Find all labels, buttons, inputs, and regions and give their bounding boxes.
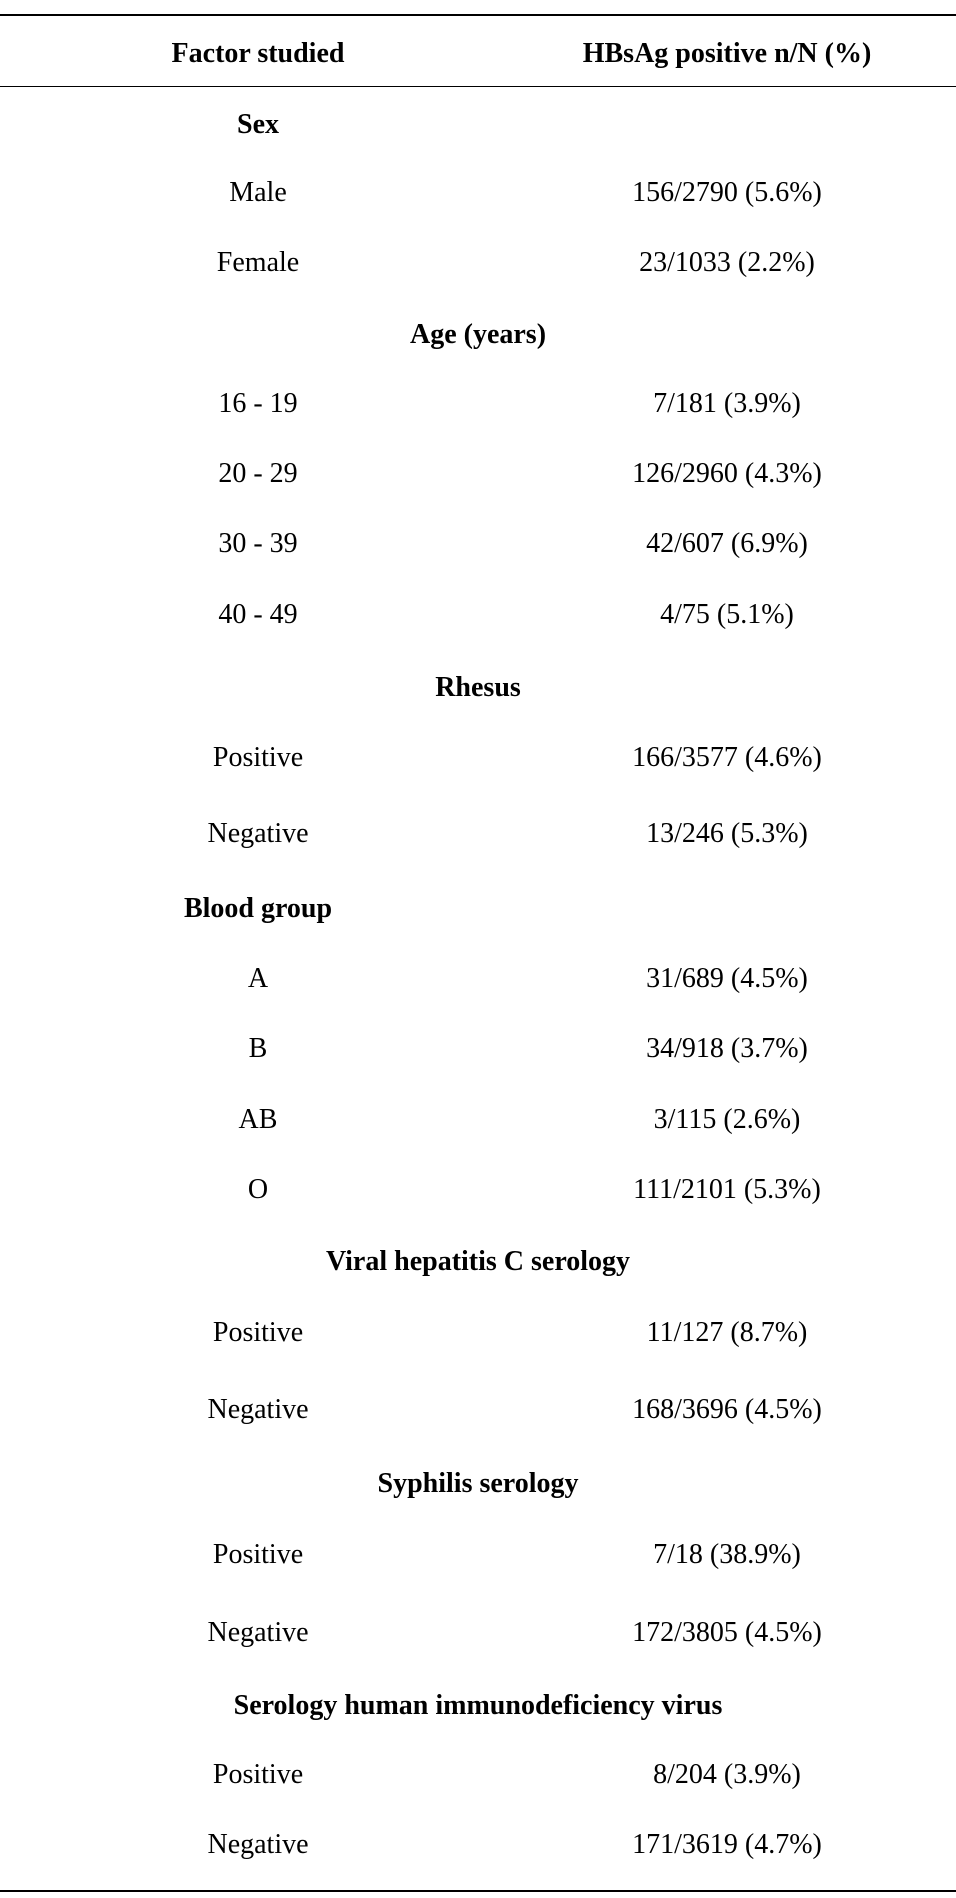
- row-value-blood-a: 31/689 (4.5%): [646, 963, 808, 994]
- group-syphilis-serology: Syphilis serology: [377, 1468, 579, 1499]
- group-age: Age (years): [409, 319, 547, 350]
- group-sex: Sex: [237, 109, 279, 140]
- row-label-syphilis-negative: Negative: [207, 1617, 309, 1648]
- row-value-syphilis-positive: 7/18 (38.9%): [653, 1539, 801, 1570]
- row-label-hcv-positive: Positive: [212, 1317, 304, 1348]
- row-value-hcv-positive: 11/127 (8.7%): [646, 1317, 808, 1348]
- row-value-hcv-negative: 168/3696 (4.5%): [632, 1394, 822, 1425]
- row-label-blood-a: A: [247, 963, 269, 994]
- row-value-hiv-negative: 171/3619 (4.7%): [632, 1829, 822, 1860]
- table-header-rule: [0, 86, 956, 87]
- row-value-age-40-49: 4/75 (5.1%): [660, 599, 794, 630]
- row-label-hiv-negative: Negative: [207, 1829, 309, 1860]
- row-value-sex-female: 23/1033 (2.2%): [639, 247, 815, 278]
- row-value-age-30-39: 42/607 (6.9%): [646, 528, 808, 559]
- row-label-blood-b: B: [248, 1033, 268, 1064]
- group-blood-group: Blood group: [183, 893, 333, 924]
- row-label-age-30-39: 30 - 39: [218, 528, 298, 559]
- header-hbsag-positive: HBsAg positive n/N (%): [582, 38, 872, 69]
- group-hiv-serology: Serology human immunodeficiency virus: [233, 1690, 723, 1721]
- row-value-age-20-29: 126/2960 (4.3%): [632, 458, 822, 489]
- row-label-hcv-negative: Negative: [207, 1394, 309, 1425]
- row-value-rhesus-positive: 166/3577 (4.6%): [632, 742, 822, 773]
- row-label-syphilis-positive: Positive: [212, 1539, 304, 1570]
- row-value-blood-ab: 3/115 (2.6%): [653, 1104, 801, 1135]
- row-label-hiv-positive: Positive: [212, 1759, 304, 1790]
- row-value-blood-o: 111/2101 (5.3%): [633, 1174, 821, 1205]
- group-rhesus: Rhesus: [435, 672, 521, 703]
- row-label-blood-ab: AB: [238, 1104, 278, 1135]
- row-label-age-16-19: 16 - 19: [218, 388, 298, 419]
- row-label-blood-o: O: [247, 1174, 269, 1205]
- row-label-rhesus-positive: Positive: [212, 742, 304, 773]
- group-hcv-serology: Viral hepatitis C serology: [325, 1246, 631, 1277]
- row-label-age-40-49: 40 - 49: [218, 599, 298, 630]
- table-top-rule: [0, 14, 956, 16]
- row-value-hiv-positive: 8/204 (3.9%): [653, 1759, 801, 1790]
- row-value-age-16-19: 7/181 (3.9%): [653, 388, 801, 419]
- row-label-age-20-29: 20 - 29: [218, 458, 298, 489]
- row-value-sex-male: 156/2790 (5.6%): [632, 177, 822, 208]
- row-label-rhesus-negative: Negative: [207, 818, 309, 849]
- table-bottom-rule: [0, 1890, 956, 1892]
- header-factor-studied: Factor studied: [171, 38, 345, 69]
- row-value-rhesus-negative: 13/246 (5.3%): [646, 818, 808, 849]
- row-value-syphilis-negative: 172/3805 (4.5%): [632, 1617, 822, 1648]
- row-label-sex-male: Male: [229, 177, 287, 208]
- row-label-sex-female: Female: [216, 247, 300, 278]
- row-value-blood-b: 34/918 (3.7%): [646, 1033, 808, 1064]
